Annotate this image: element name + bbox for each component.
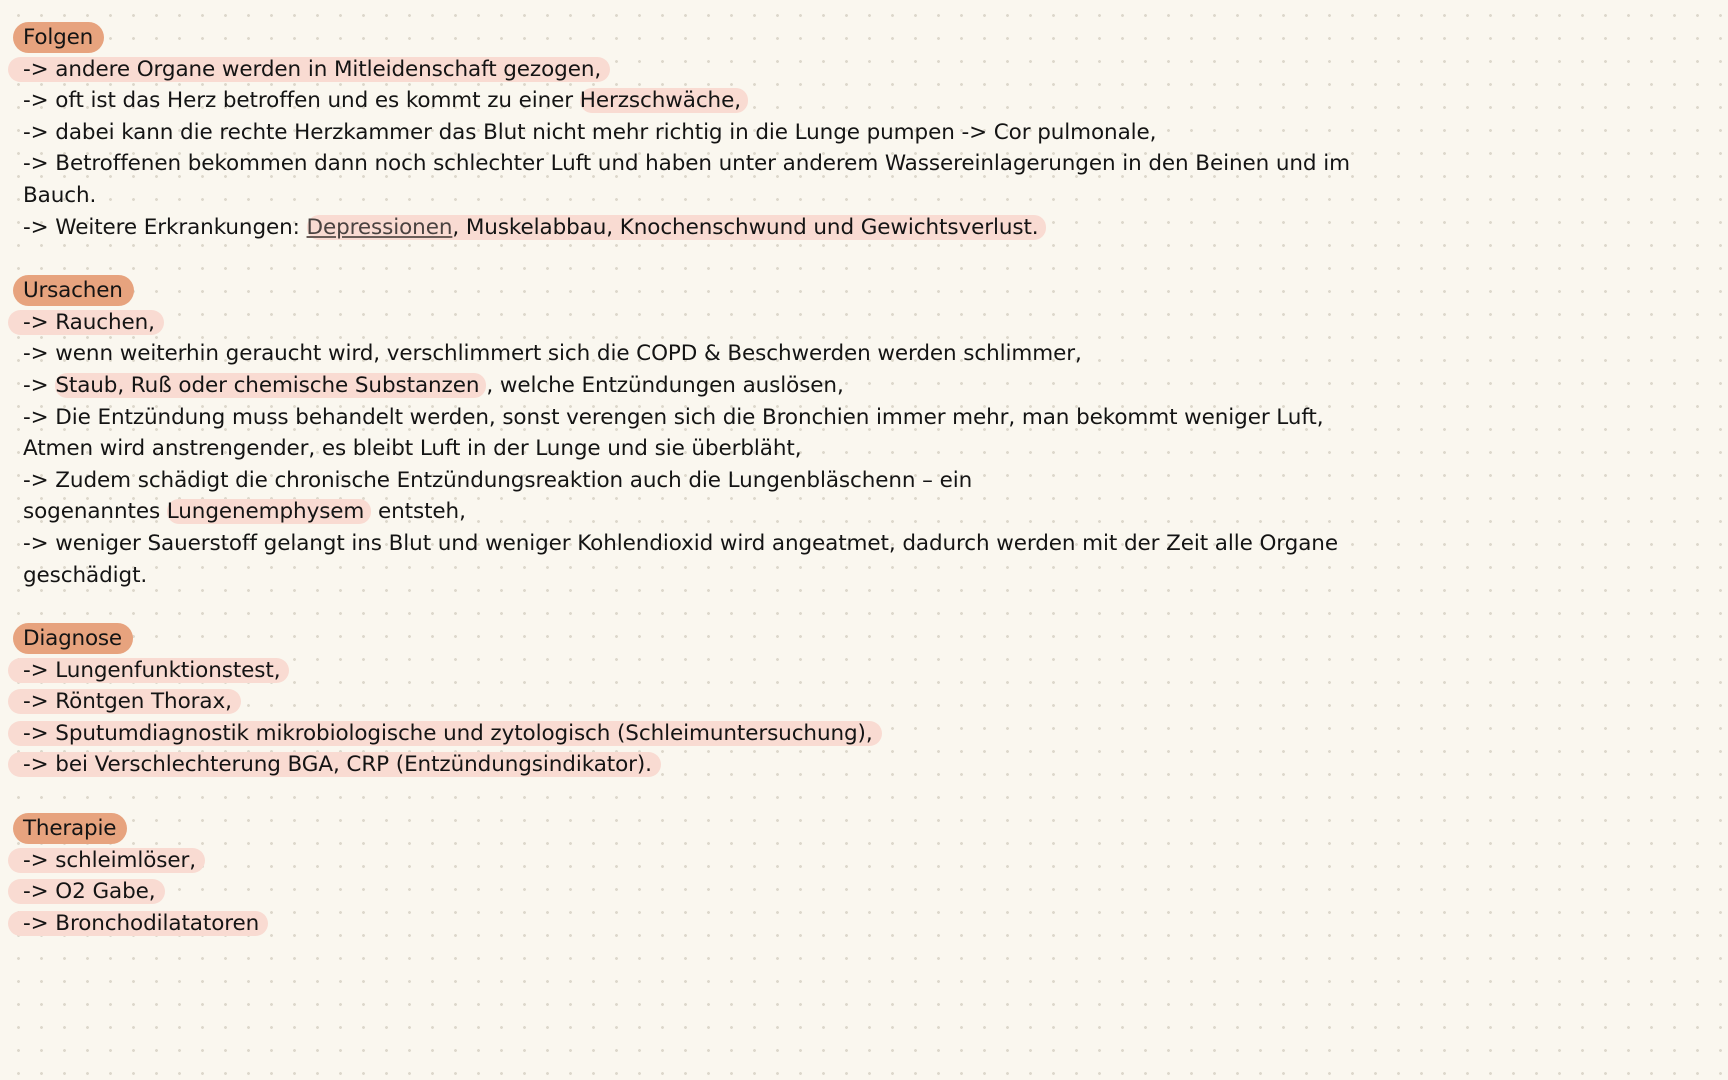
highlighted-text: -> bei Verschlechterung BGA, CRP (Entzündungsindikator). [8,752,661,777]
heading-row [8,275,1428,307]
section-therapie [8,813,1428,939]
heading-diagnose: Diagnose [13,623,133,654]
text-segment: -> [23,372,56,398]
text-segment: -> oft ist das Herz betroffen und es kommt zu einer [23,88,580,114]
text-segment: sogenanntes [23,499,167,525]
text-line: Atmen wird anstrengender, es bleibt Luft in der Lunge und sie überbläht, [23,436,802,462]
text-line [8,686,1428,718]
section-ursachen [8,275,1428,591]
highlighted-text: -> Bronchodilatatoren [8,911,268,936]
text-line: -> Die Entzündung muss behandelt werden, sonst verengen sich die Bronchien immer mehr, man bekommt weniger Luft, [23,404,1324,430]
text-line [8,876,1428,908]
section-folgen [8,22,1428,243]
highlighted-text: -> schleimlöser, [8,848,205,873]
text-line [8,54,1428,86]
text-line [8,85,1428,117]
heading-row [8,623,1428,655]
text-line [8,749,1428,781]
notes-page [8,22,1428,971]
highlighted-text [307,215,1046,240]
text-line [8,655,1428,687]
highlighted-text: -> Lungenfunktionstest, [8,658,289,683]
text-line: -> weniger Sauerstoff gelangt ins Blut und weniger Kohlendioxid wird angeatmet, dadurch werden mit der Zeit alle Organe [23,530,1338,556]
text-line [8,307,1428,339]
depressionen-link[interactable]: Depressionen [306,214,453,240]
text-line [8,370,1428,402]
highlighted-text: Herzschwäche, [580,88,748,113]
text-line [8,212,1428,244]
highlighted-text: -> O2 Gabe, [8,879,165,904]
highlighted-text: -> Röntgen Thorax, [8,689,241,714]
text-line [8,908,1428,940]
text-line: geschädigt. [23,562,148,588]
heading-folgen: Folgen [13,22,104,53]
text-line [8,496,1428,528]
heading-row [8,813,1428,845]
text-line: -> Zudem schädigt die chronische Entzündungsreaktion auch die Lungenbläschenn – ein [23,467,973,493]
section-diagnose [8,623,1428,781]
text-segment: , welche Entzündungen auslösen, [486,372,844,398]
text-line: -> dabei kann die rechte Herzkammer das Blut nicht mehr richtig in die Lunge pumpen -> Cor pulmonale, [23,119,1157,145]
text-segment: entsteh, [371,499,466,525]
highlighted-text: -> Rauchen, [8,310,164,335]
text-line: Bauch. [23,182,97,208]
text-segment: , Muskelabbau, Knochenschwund und Gewichtsverlust. [452,214,1039,240]
heading-row [8,22,1428,54]
text-line: -> Betroffenen bekommen dann noch schlechter Luft und haben unter anderem Wassereinlagerungen in den Beinen und im [23,151,1350,177]
highlighted-text: -> andere Organe werden in Mitleidenschaft gezogen, [8,57,610,82]
highlighted-text: Lungenemphysem [167,499,372,524]
text-line: -> wenn weiterhin geraucht wird, verschlimmert sich die COPD & Beschwerden werden schlimmer, [23,341,1082,367]
heading-therapie: Therapie [13,813,127,844]
text-segment: -> Weitere Erkrankungen: [23,214,307,240]
text-line [8,845,1428,877]
highlighted-text: -> Sputumdiagnostik mikrobiologische und zytologisch (Schleimuntersuchung), [8,721,882,746]
heading-ursachen: Ursachen [13,275,134,306]
highlighted-text: Staub, Ruß oder chemische Substanzen [55,373,486,398]
text-line [8,718,1428,750]
